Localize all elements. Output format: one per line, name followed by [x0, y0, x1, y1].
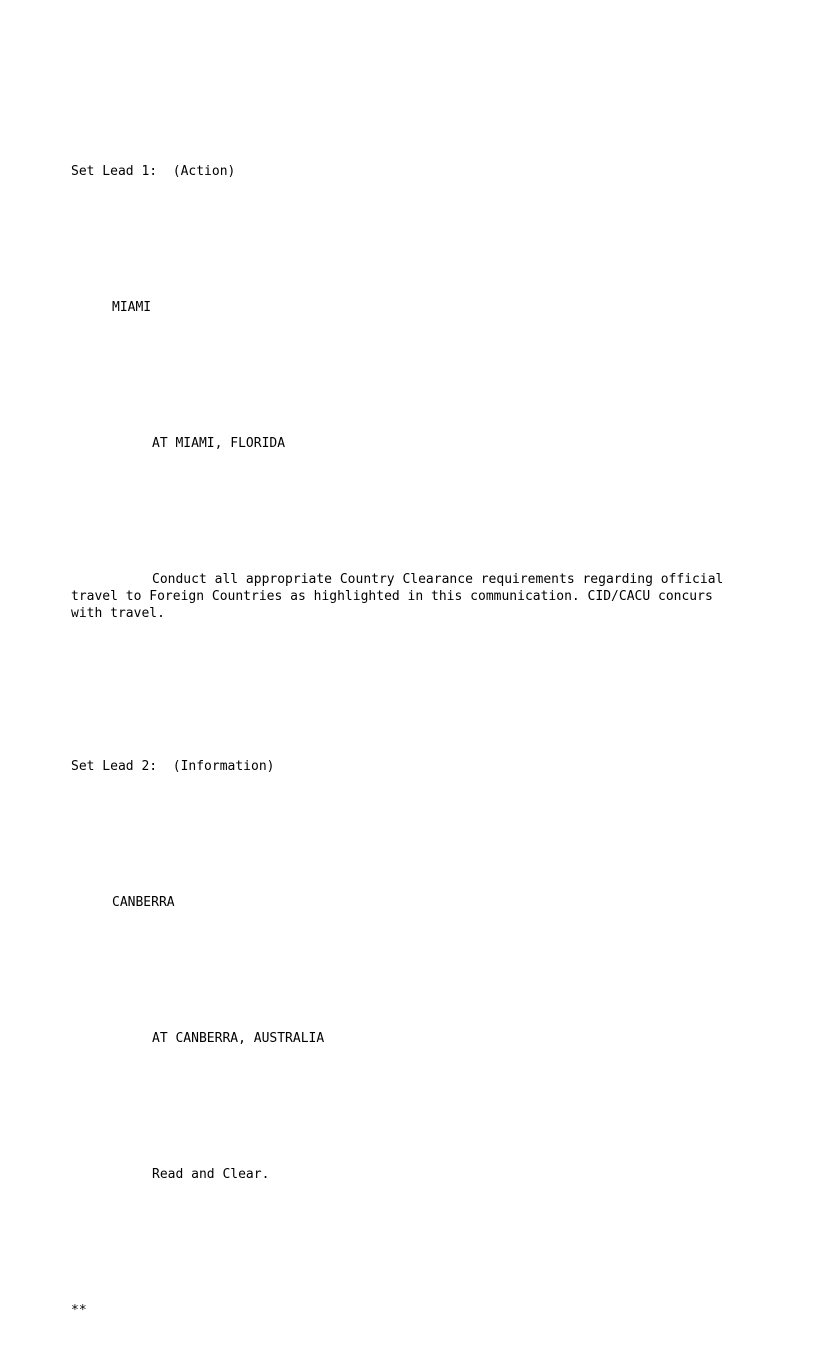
lead-2-heading: Set Lead 2: (Information): [71, 759, 275, 774]
lead-2-location: AT CANBERRA, AUSTRALIA: [152, 1031, 325, 1046]
spacer: [71, 367, 751, 384]
spacer: [71, 962, 751, 979]
lead-2-office: CANBERRA: [112, 895, 175, 910]
spacer: [71, 673, 751, 707]
spacer: [71, 231, 751, 248]
lead-2-instruction: Read and Clear.: [152, 1167, 270, 1182]
document-body: [71, 112, 751, 1370]
spacer: [71, 1234, 751, 1251]
lead-1-office: MIAMI: [112, 300, 152, 315]
lead-1-heading: Set Lead 1: (Action): [71, 164, 236, 179]
spacer: [71, 1098, 751, 1115]
spacer: [71, 503, 751, 520]
end-marker: **: [71, 1303, 87, 1318]
lead-1-instruction: Conduct all appropriate Country Clearance requirements regarding official travel to Foreign Countries as highlighted in this communication. CID/CACU concurs with travel.: [71, 572, 732, 621]
lead-1-location: AT MIAMI, FLORIDA: [152, 436, 286, 451]
spacer: [71, 826, 751, 843]
